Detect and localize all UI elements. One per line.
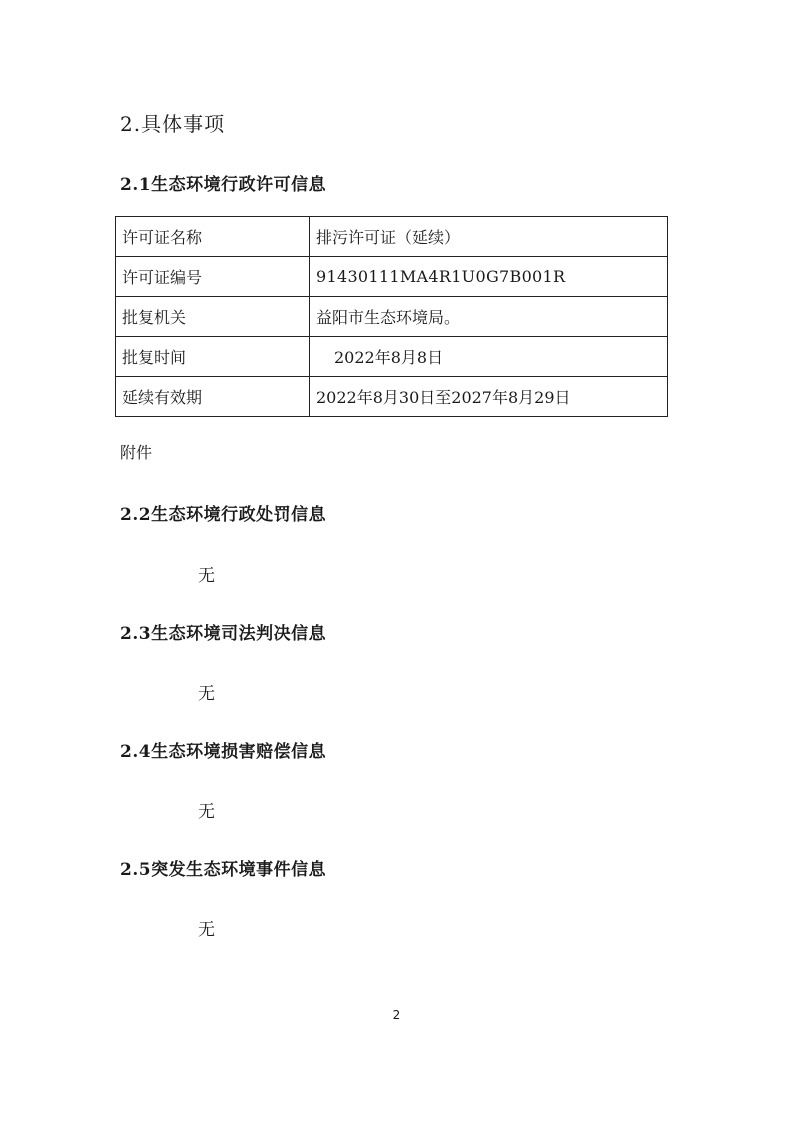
table-row [116, 297, 668, 337]
section-title: 2.具体事项 [120, 112, 226, 136]
page-number: 2 [392, 1008, 401, 1022]
table-row [116, 377, 668, 417]
subsection-content-2-3: 无 [198, 684, 215, 704]
subsection-title-2-1: 2.1生态环境行政许可信息 [120, 175, 327, 195]
table-cell-label: 批复机关 [116, 297, 310, 337]
table-row [116, 217, 668, 257]
subsection-title-2-5: 2.5突发生态环境事件信息 [120, 860, 327, 880]
table-cell-label: 许可证编号 [116, 257, 310, 297]
table-cell-label: 延续有效期 [116, 377, 310, 417]
permit-info-table [115, 216, 668, 417]
table-row [116, 337, 668, 377]
table-cell-label: 批复时间 [116, 337, 310, 377]
attachment-label: 附件 [120, 443, 153, 462]
table-row [116, 257, 668, 297]
subsection-title-2-3: 2.3生态环境司法判决信息 [120, 624, 327, 644]
table-cell-value: 排污许可证（延续） [310, 217, 668, 257]
subsection-content-2-5: 无 [198, 920, 215, 940]
table-cell-value: 益阳市生态环境局。 [310, 297, 668, 337]
subsection-title-2-4: 2.4生态环境损害赔偿信息 [120, 742, 327, 762]
subsection-content-2-2: 无 [198, 566, 215, 586]
table-cell-value: 91430111MA4R1U0G7B001R [310, 257, 668, 297]
table-cell-label: 许可证名称 [116, 217, 310, 257]
subsection-title-2-2: 2.2生态环境行政处罚信息 [120, 505, 327, 525]
table-cell-value: 2022年8月30日至2027年8月29日 [310, 377, 668, 417]
table-cell-value: 2022年8月8日 [310, 337, 668, 377]
subsection-content-2-4: 无 [198, 802, 215, 822]
